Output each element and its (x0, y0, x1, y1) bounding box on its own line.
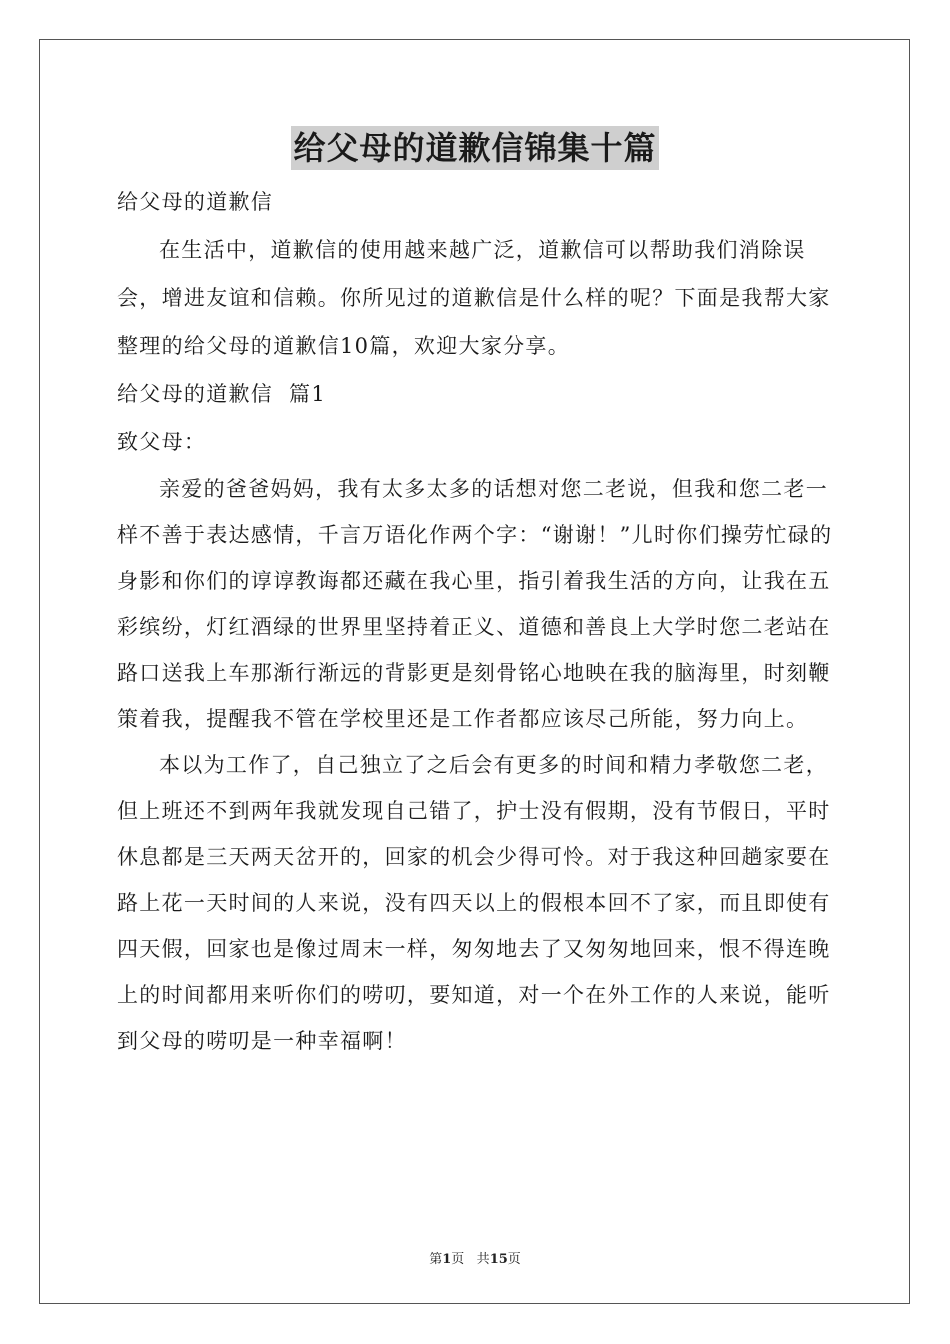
footer-total-label: 页 (507, 1252, 521, 1267)
body-paragraph-1: 亲爱的爸爸妈妈，我有太多太多的话想对您二老说，但我和您二老一样不善于表达感情，千言万语化作两个字：“谢谢！”儿时你们操劳忙碌的身影和你们的谆谆教诲都还藏在我心里，指引着我生活的方向，让我在五彩缤纷，灯红酒绿的世界里坚持着正义、道德和善良上大学时您二老站在路口送我上车那渐行渐远的背影更是刻骨铭心地映在我的脑海里，时刻鞭策着我，提醒我不管在学校里还是工作者都应该尽己所能，努力向上。 (117, 477, 833, 731)
footer-page-current: 1 (442, 1252, 452, 1267)
footer-page-total: 15 (489, 1252, 508, 1267)
heading-line: 给父母的道歉信 (117, 190, 274, 214)
intro-paragraph: 在生活中，道歉信的使用越来越广泛，道歉信可以帮助我们消除误会，增进友谊和信赖。你所见过的道歉信是什么样的呢？下面是我帮大家整理的给父母的道歉信10篇，欢迎大家分享。 (117, 238, 831, 358)
document-title: 给父母的道歉信锦集十篇 (291, 126, 658, 170)
footer-prefix: 第 (429, 1252, 443, 1267)
salutation: 致父母： (117, 430, 207, 454)
document-body (117, 178, 833, 1064)
title-container (0, 126, 950, 170)
page-footer (0, 1248, 950, 1267)
footer-total-prefix: 共 (476, 1252, 490, 1267)
section-heading: 给父母的道歉信 篇1 (117, 382, 327, 406)
body-paragraph-2: 本以为工作了，自己独立了之后会有更多的时间和精力孝敬您二老，但上班还不到两年我就发现自己错了，护士没有假期，没有节假日，平时休息都是三天两天岔开的，回家的机会少得可怜。对于我这种回趟家要在路上花一天时间的人来说，没有四天以上的假根本回不了家，而且即使有四天假，回家也是像过周末一样，匆匆地去了又匆匆地回来，恨不得连晚上的时间都用来听你们的唠叨，要知道，对一个在外工作的人来说，能听到父母的唠叨是一种幸福啊！ (117, 753, 831, 1053)
footer-page-label: 页 (451, 1252, 465, 1267)
